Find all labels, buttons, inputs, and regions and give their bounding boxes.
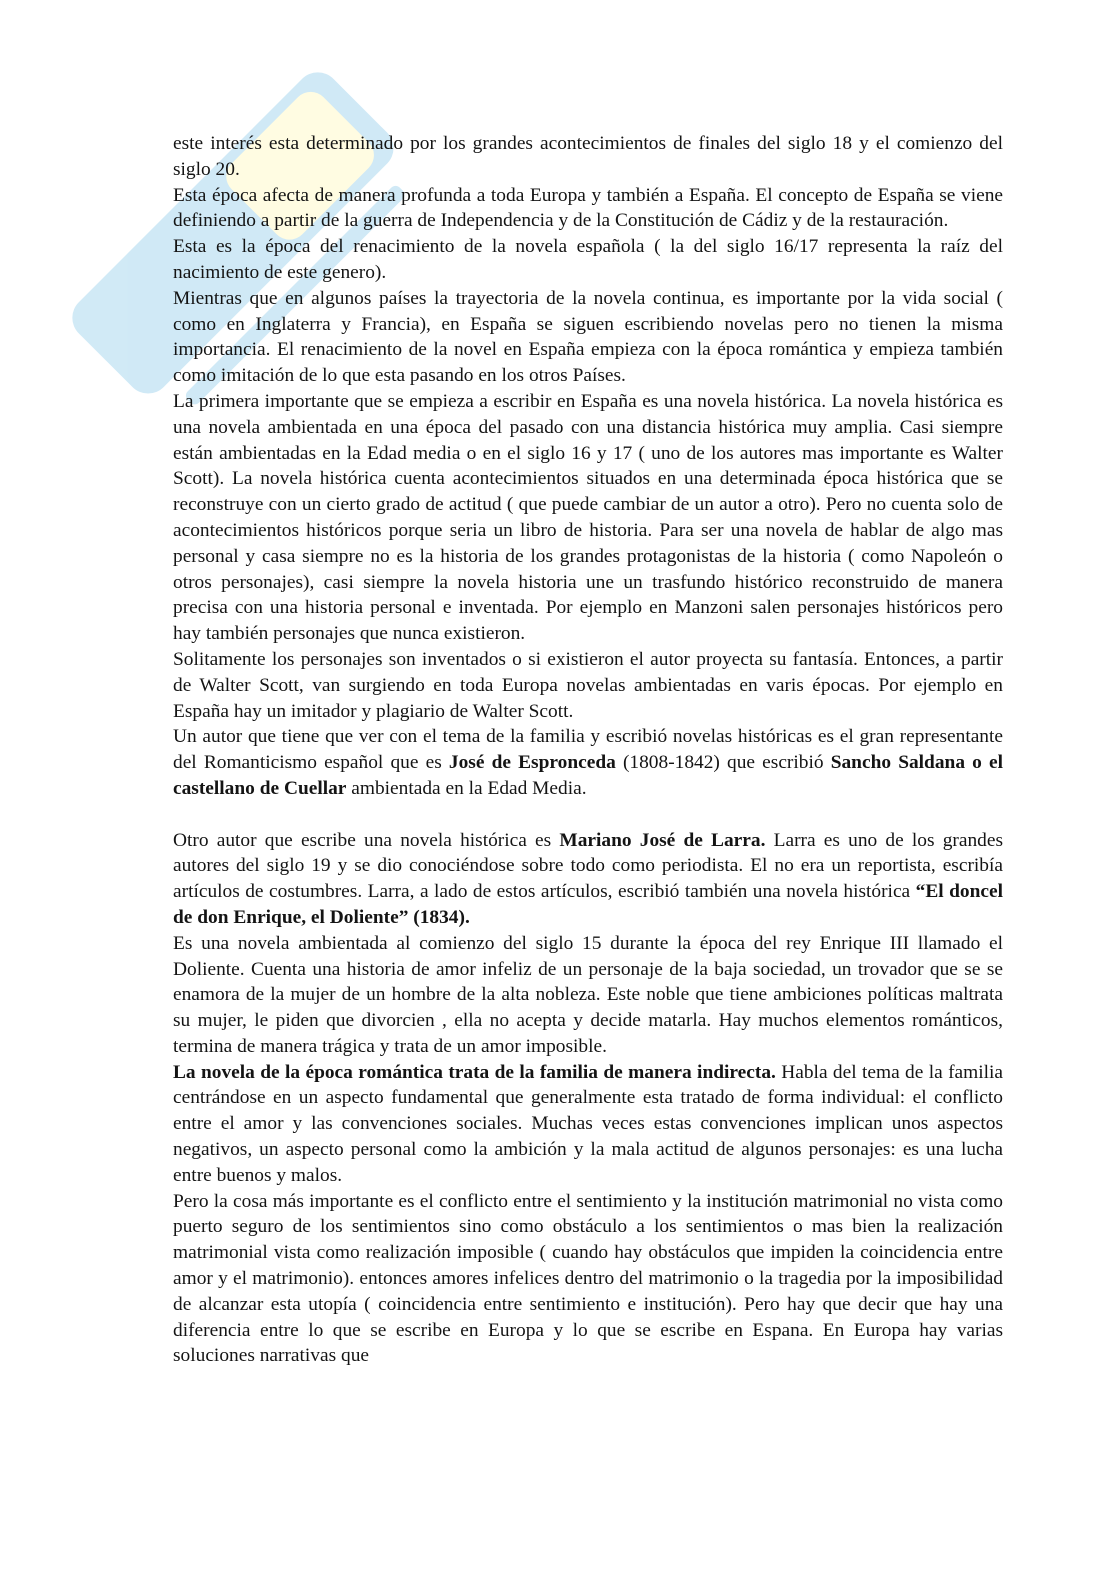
body-text: Pero la cosa más importante es el conflicto entre el sentimiento y la institución matrimonial no vista como puerto seguro de los sentimientos sino como obstáculo a los sentimientos o mas bien la realización matrimonial vista como realización imposible ( cuando hay obstáculos que impiden la coincidencia entre amor y el matrimonio). entonces amores infelices dentro del matrimonio o la tragedia por la imposibilidad de alcanzar esta utopía ( coincidencia entre sentimiento e institución). Pero hay que decir que hay una diferencia entre lo que se escribe en Europa y lo que se escribe en Espana. En Europa hay varias soluciones narrativas que (173, 1190, 1003, 1367)
bold-text: Mariano José de Larra. (559, 829, 766, 851)
body-text: Esta época afecta de manera profunda a toda Europa y también a España. El concepto de España se viene definiendo a partir de la guerra de Independencia y de la Constitución de Cádiz y de la restauración. (173, 184, 1003, 232)
paragraph-p4 (173, 286, 1003, 389)
body-text: ambientada en la Edad Media. (346, 777, 587, 799)
document-page (173, 131, 1003, 1369)
body-text: (1808-1842) que escribió (615, 752, 831, 774)
body-text: Un autor que tiene que ver con el tema de la familia y escribió novelas históricas es el gran representante del Romanticismo español que es (173, 726, 1003, 774)
paragraph-p2 (173, 183, 1003, 235)
paragraph-p5 (173, 389, 1003, 647)
paragraph-p8 (173, 828, 1003, 931)
bold-text: Sancho Saldana o el castellano de Cuellar (173, 752, 1003, 799)
paragraph-p1 (173, 131, 1003, 183)
paragraph-p11 (173, 1189, 1003, 1370)
body-text: Es una novela ambientada al comienzo del siglo 15 durante la época del rey Enrique III llamado el Doliente. Cuenta una historia de amor infeliz de un personaje de la baja sociedad, un trovador que se se enamora de la mujer de un hombre de la alta nobleza. Este noble que tiene ambiciones políticas maltrata su mujer, le piden que divorcien , ella no acepta y decide matarla. Hay muchos elementos románticos, termina de manera trágica y trata de un amor imposible. (173, 932, 1003, 1057)
paragraph-p10 (173, 1060, 1003, 1189)
bold-text: “El doncel de don Enrique, el Doliente” (1834). (173, 881, 1003, 928)
bold-text: José de Espronceda (448, 752, 616, 774)
paragraph-p7 (173, 724, 1003, 801)
body-text: Habla del tema de la familia centrándose en un aspecto fundamental que generalmente esta tratado de forma individual: el conflicto entre el amor y las convenciones sociales. Muchas veces estas convenciones implican unos aspectos negativos, un aspecto personal como la ambición y la mala actitud de algunos personajes: es una lucha entre buenos y malos. (173, 1061, 1004, 1186)
body-text: Mientras que en algunos países la trayectoria de la novela continua, es importante por la vida social ( como en Inglaterra y Francia), en España se siguen escribiendo novelas pero no tienen la misma importancia. El renacimiento de la novel en España empieza con la época romántica y empieza también como imitación de lo que esta pasando en los otros Países. (173, 287, 1003, 387)
body-text: Esta es la época del renacimiento de la novela española ( la del siglo 16/17 representa la raíz del nacimiento de este genero). (173, 236, 1003, 283)
paragraph-p6 (173, 647, 1003, 724)
body-text: Otro autor que escribe una novela histórica es (173, 829, 560, 851)
paragraph-p3 (173, 234, 1003, 286)
body-text: este interés esta determinado por los grandes acontecimientos de finales del siglo 18 y el comienzo del siglo 20. (173, 133, 1003, 180)
body-text: Larra es uno de los grandes autores del siglo 19 y se dio conociéndose sobre todo como periodista. El no era un reportista, escribía artículos de costumbres. Larra, a lado de estos artículos, escribió también una novela histórica (173, 829, 1003, 903)
bold-text: La novela de la época romántica trata de la familia de manera indirecta. (173, 1061, 776, 1083)
paragraph-p9 (173, 931, 1003, 1060)
body-text: La primera importante que se empieza a escribir en España es una novela histórica. La novela histórica es una novela ambientada en una época del pasado con una distancia histórica muy amplia. Casi siempre están ambientadas en la Edad media o en el siglo 16 y 17 ( uno de los autores mas importante es Walter Scott). La novela histórica cuenta acontecimientos situados en una determinada época histórica que se reconstruye con un cierto grado de actitud ( que puede cambiar de un autor a otro). Pero no cuenta solo de acontecimientos históricos porque seria un libro de historia. Para ser una novela de hablar de algo mas personal y casa siempre no es la historia de los grandes protagonistas de la historia ( como Napoleón o otros personajes), casi siempre la novela historia une un trasfundo histórico reconstruido de manera precisa con una historia personal e inventada. Por ejemplo en Manzoni salen personajes históricos pero hay también personajes que nunca existieron. (173, 390, 1003, 645)
body-text: Solitamente los personajes son inventados o si existieron el autor proyecta su fantasía. Entonces, a partir de Walter Scott, van surgiendo en toda Europa novelas ambientadas en varis épocas. Por ejemplo en España hay un imitador y plagiario de Walter Scott. (173, 648, 1003, 722)
